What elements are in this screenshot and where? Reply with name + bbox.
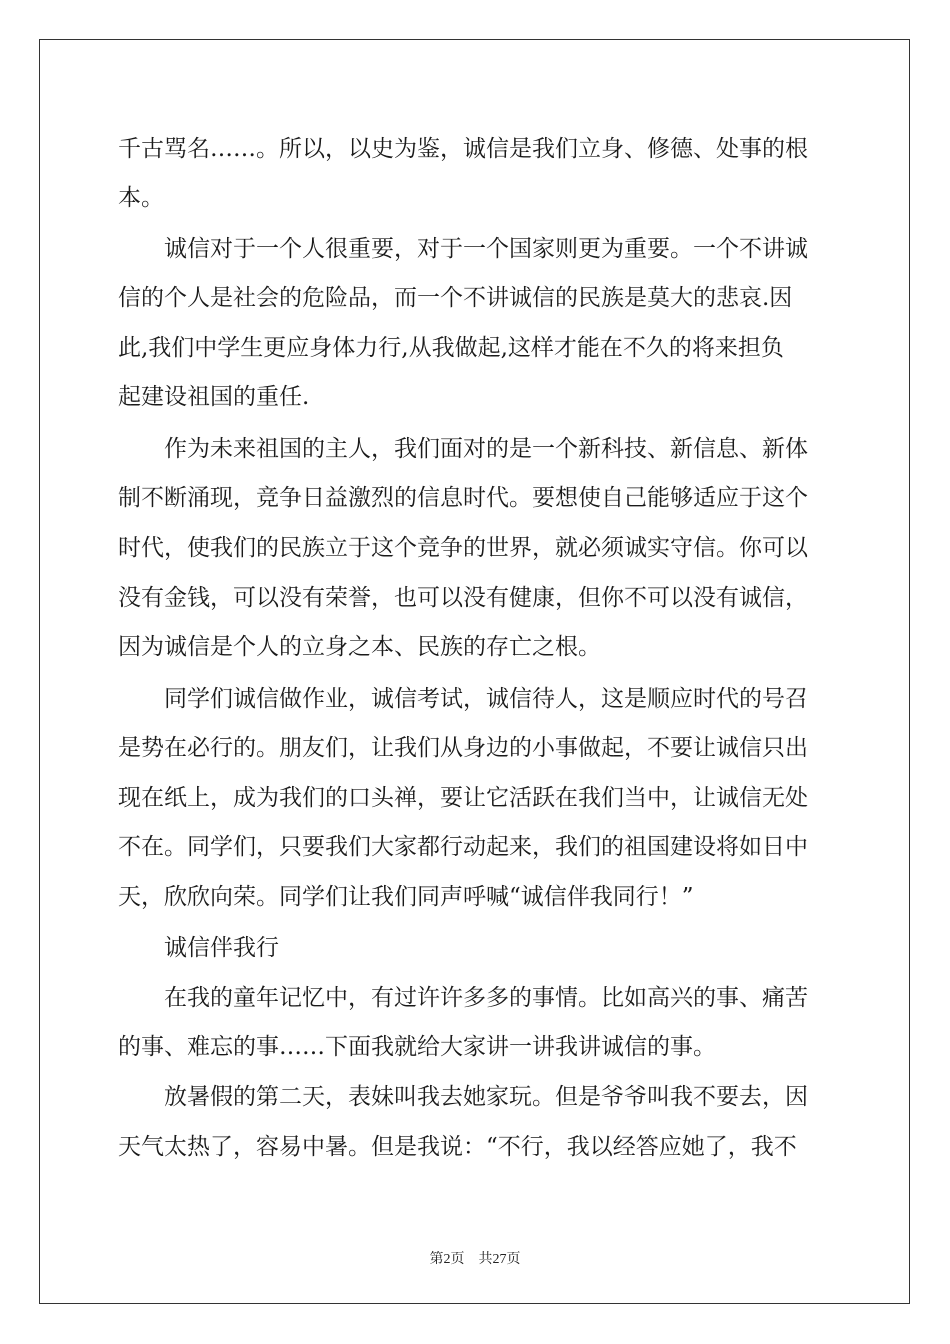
page-border xyxy=(39,39,910,1304)
text-line: 同学们诚信做作业，诚信考试，诚信待人，这是顺应时代的号召 xyxy=(118,686,808,712)
text-line: 没有金钱，可以没有荣誉，也可以没有健康，但你不可以没有诚信， xyxy=(118,585,808,611)
page-number: 第2页 xyxy=(429,1252,465,1267)
text-line: 的事、难忘的事……下面我就给大家讲一讲我讲诚信的事。 xyxy=(118,1034,716,1060)
text-line: 起建设祖国的重任. xyxy=(118,384,310,410)
text-line: 不在。同学们，只要我们大家都行动起来，我们的祖国建设将如日中 xyxy=(118,834,808,860)
text-line: 信的个人是社会的危险品，而一个不讲诚信的民族是莫大的悲哀.因 xyxy=(118,285,793,311)
text-line: 千古骂名……。所以，以史为鉴，诚信是我们立身、修德、处事的根 xyxy=(118,136,808,162)
text-line: 此,我们中学生更应身体力行,从我做起,这样才能在不久的将来担负 xyxy=(118,335,784,361)
text-line: 因为诚信是个人的立身之本、民族的存亡之根。 xyxy=(118,634,601,660)
text-line: 是势在必行的。朋友们，让我们从身边的小事做起，不要让诚信只出 xyxy=(118,735,808,761)
text-line: 天气太热了，容易中暑。但是我说：“不行，我以经答应她了，我不 xyxy=(118,1134,797,1160)
text-line: 制不断涌现，竞争日益激烈的信息时代。要想使自己能够适应于这个 xyxy=(118,485,808,511)
text-line: 现在纸上，成为我们的口头禅，要让它活跃在我们当中，让诚信无处 xyxy=(118,785,808,811)
text-line: 天，欣欣向荣。同学们让我们同声呼喊“诚信伴我同行！” xyxy=(118,884,694,910)
text-line: 诚信对于一个人很重要，对于一个国家则更为重要。一个不讲诚 xyxy=(118,236,808,262)
text-line: 作为未来祖国的主人，我们面对的是一个新科技、新信息、新体 xyxy=(118,436,808,462)
text-line: 在我的童年记忆中，有过许许多多的事情。比如高兴的事、痛苦 xyxy=(118,985,808,1011)
page-footer xyxy=(0,1248,950,1268)
text-line: 放暑假的第二天，表妹叫我去她家玩。但是爷爷叫我不要去，因 xyxy=(118,1084,808,1110)
total-pages: 共27页 xyxy=(478,1252,521,1267)
text-line: 本。 xyxy=(118,185,164,211)
text-line: 时代，使我们的民族立于这个竞争的世界，就必须诚实守信。你可以 xyxy=(118,535,808,561)
section-heading: 诚信伴我行 xyxy=(118,935,279,961)
